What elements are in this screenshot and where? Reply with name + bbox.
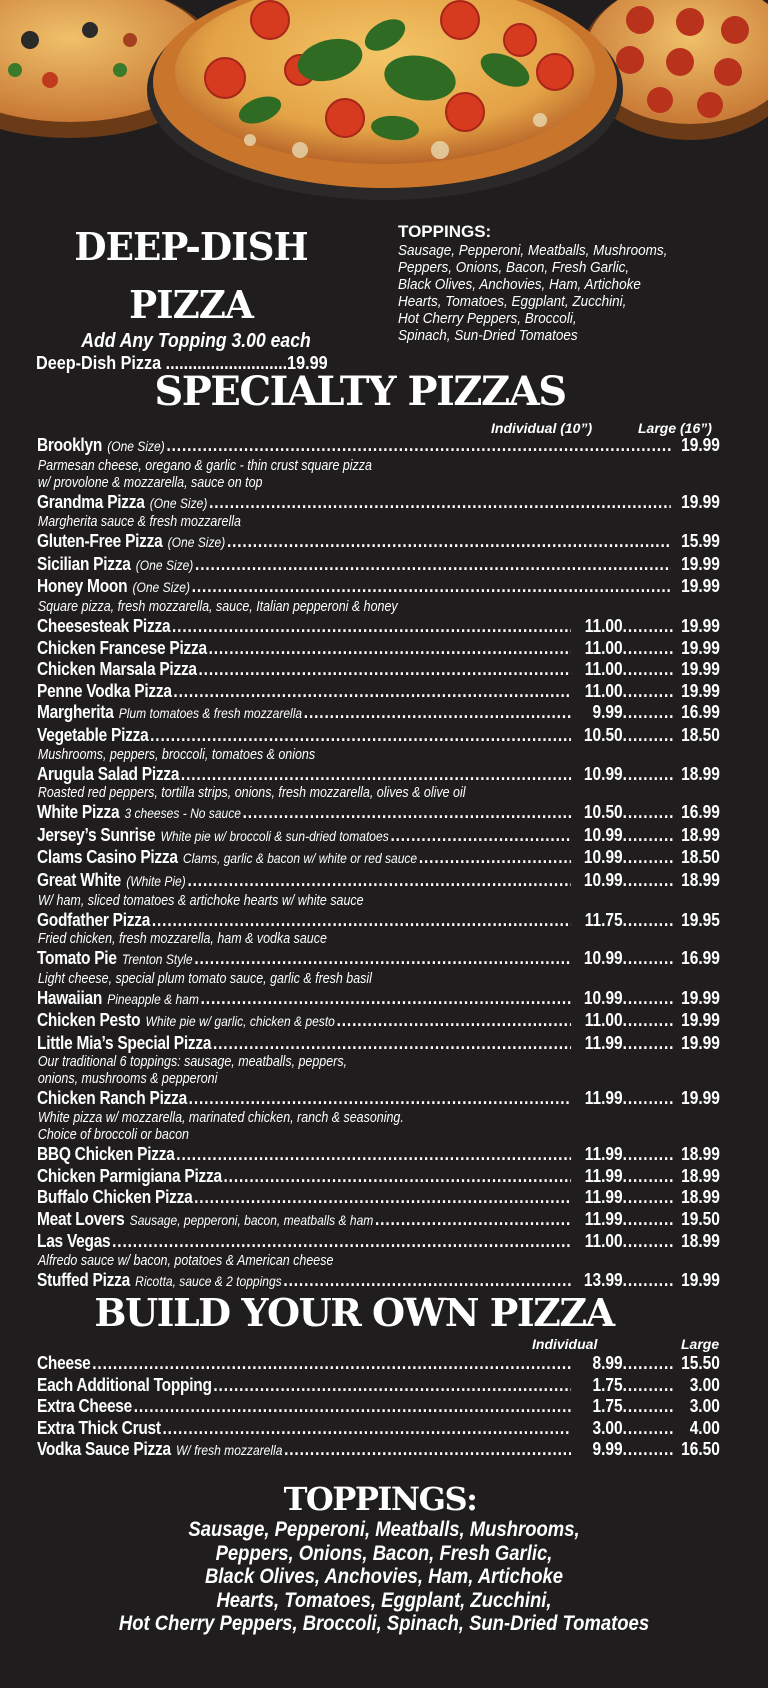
deep-dish-subtitle: Add Any Topping 3.00 each (81, 330, 311, 352)
dot-leader (623, 1396, 673, 1418)
price-individual: 11.99 (584, 1032, 623, 1053)
menu-item-description: Choice of broccoli or bacon (37, 1127, 189, 1144)
menu-item-note: Pineapple & ham (107, 990, 199, 1007)
menu-item (37, 870, 720, 910)
price-large: 19.99 (681, 1010, 720, 1031)
menu-item-note: 3 cheeses - No sauce (124, 805, 241, 822)
byo-items (37, 1353, 720, 1462)
menu-item-description: Margherita sauce & fresh mozzarella (37, 514, 241, 531)
menu-item-name: Godfather Pizza (37, 909, 151, 930)
menu-item (37, 1353, 720, 1375)
price-large: 19.99 (681, 1032, 720, 1053)
menu-item-row (37, 1418, 720, 1440)
menu-item-row (37, 847, 720, 870)
price-individual: 11.75 (584, 909, 623, 930)
menu-item-note: White pie w/ broccoli & sun-dried tomatoes (160, 827, 389, 844)
price-individual: 13.99 (583, 1270, 623, 1291)
menu-item-name: Cheese (37, 1353, 91, 1373)
specialty-col-large: Large (16”) (638, 420, 712, 436)
dot-leader (623, 1209, 673, 1231)
byo-col-large: Large (681, 1336, 720, 1352)
menu-item-name: Chicken Ranch Pizza (37, 1088, 187, 1109)
price-large: 19.95 (681, 909, 720, 930)
menu-item (37, 1231, 720, 1270)
menu-item-name: Las Vegas (37, 1231, 111, 1252)
specialty-menu-list (37, 435, 720, 1293)
dot-leader (623, 910, 673, 932)
menu-item (37, 616, 720, 638)
menu-item-description: Our traditional 6 toppings: sausage, meatballs, peppers, (37, 1054, 348, 1071)
price-individual: 11.00 (584, 637, 623, 658)
price-individual: 9.99 (592, 702, 623, 723)
menu-item-note: Sausage, pepperoni, bacon, meatballs & ham (129, 1211, 374, 1228)
dot-leader (172, 616, 571, 638)
price-large: 3.00 (689, 1396, 720, 1417)
dot-leader (163, 1418, 572, 1440)
menu-item-description: Light cheese, special plum tomato sauce, garlic & fresh basil (37, 970, 372, 987)
menu-item-row (37, 870, 720, 893)
dot-leader (623, 681, 673, 703)
menu-item-name: Chicken Parmigiana Pizza (37, 1165, 222, 1186)
menu-item (37, 702, 720, 725)
dot-leader (623, 1231, 673, 1253)
price-large: 19.99 (681, 615, 720, 636)
specialty-pizzas-title: SPECIALTY PIZZAS (154, 368, 566, 415)
price-large: 19.99 (681, 576, 720, 597)
menu-item-row (37, 1231, 720, 1253)
menu-item-name: Clams Casino Pizza (37, 847, 178, 868)
price-large: 16.99 (681, 802, 720, 823)
menu-item-name: Each Additional Topping (37, 1374, 212, 1395)
price-individual: 11.99 (584, 1208, 623, 1229)
menu-item-name: Chicken Francese Pizza (37, 637, 207, 658)
menu-item-note: W/ fresh mozzarella (176, 1442, 283, 1459)
toppings-top-line: Hearts, Tomatoes, Eggplant, Zucchini, (398, 293, 627, 310)
price-large: 15.99 (681, 531, 720, 552)
menu-item-name: Hawaiian (37, 987, 103, 1008)
menu-item-note: Plum tomatoes & fresh mozzarella (118, 705, 303, 722)
price-individual: 10.99 (583, 869, 623, 890)
dot-leader (243, 802, 571, 824)
menu-item-name: Vegetable Pizza (37, 724, 149, 745)
menu-item-name: White Pizza (37, 802, 120, 823)
menu-item-row (37, 554, 720, 577)
menu-item-row (37, 948, 720, 971)
toppings-top-title: TOPPINGS: (398, 222, 492, 241)
menu-item-name: Brooklyn (37, 435, 103, 455)
menu-item-note: Trenton Style (121, 951, 193, 968)
pizza-illustration (0, 0, 768, 200)
dot-leader (623, 1353, 673, 1375)
byo-menu-list (37, 1353, 720, 1462)
dot-leader (623, 1166, 673, 1188)
price-individual: 10.99 (583, 987, 623, 1008)
menu-item-row (37, 725, 720, 747)
menu-item-note: (One Size) (107, 438, 165, 454)
menu-item-name: Tomato Pie (37, 948, 117, 969)
deep-dish-title-line1: DEEP-DISH (74, 224, 308, 269)
menu-item (37, 1418, 720, 1440)
menu-item (37, 1187, 720, 1209)
menu-item-name: Buffalo Chicken Pizza (37, 1187, 193, 1208)
menu-item (37, 1033, 720, 1089)
price-individual: 1.75 (592, 1374, 623, 1395)
menu-item-name: Margherita (37, 702, 114, 723)
dot-leader (199, 659, 572, 681)
price-large: 18.99 (681, 763, 720, 784)
price-large: 18.99 (681, 1187, 720, 1208)
price-large: 16.50 (681, 1439, 720, 1460)
deep-dish-section (36, 218, 366, 374)
price-large: 15.50 (681, 1353, 720, 1373)
price-large: 18.99 (681, 1144, 720, 1165)
menu-item-description: Parmesan cheese, oregano & garlic - thin crust square pizza (37, 457, 372, 474)
deep-dish-item-name: Deep-Dish Pizza ..... (36, 352, 287, 374)
dot-leader (173, 681, 571, 703)
price-large: 19.99 (681, 491, 720, 512)
menu-item-row (37, 825, 720, 848)
menu-item-note: (One Size) (135, 556, 194, 573)
menu-item-row (37, 576, 720, 599)
dot-leader (112, 1231, 571, 1253)
menu-item-row (37, 1166, 720, 1188)
dot-leader (623, 1033, 673, 1055)
menu-item-name: Honey Moon (37, 576, 128, 597)
toppings-top-line: Black Olives, Anchovies, Ham, Artichoke (398, 276, 641, 293)
price-individual: 11.00 (584, 615, 623, 636)
dot-leader (152, 910, 571, 932)
menu-item-name: Sicilian Pizza (37, 553, 131, 574)
menu-item (37, 1209, 720, 1232)
price-individual: 3.00 (592, 1417, 623, 1438)
menu-item-row (37, 1439, 720, 1462)
menu-item (37, 492, 720, 532)
menu-item (37, 659, 720, 681)
deep-dish-item-price: 19.99 (287, 353, 328, 373)
menu-item-row (37, 659, 720, 681)
toppings-list-bottom (0, 1518, 768, 1636)
toppings-bottom-line: Peppers, Onions, Bacon, Fresh Garlic, (215, 1541, 553, 1565)
menu-item-note: Clams, garlic & bacon w/ white or red sauce (182, 850, 418, 867)
menu-item-row (37, 531, 720, 554)
menu-item-row (37, 1209, 720, 1232)
menu-item-row (37, 802, 720, 825)
menu-item-description: Square pizza, fresh mozzarella, sauce, Italian pepperoni & honey (37, 598, 398, 615)
dot-leader (224, 1166, 572, 1188)
menu-item-name: BBQ Chicken Pizza (37, 1144, 175, 1165)
toppings-top-line: Sausage, Pepperoni, Meatballs, Mushrooms, (398, 242, 668, 259)
menu-item (37, 435, 720, 492)
menu-item-name: Jersey’s Sunrise (37, 824, 156, 845)
menu-item-row (37, 492, 720, 515)
price-individual: 8.99 (592, 1353, 623, 1373)
dot-leader (623, 1270, 673, 1292)
menu-item (37, 725, 720, 764)
menu-item-note: (One Size) (132, 579, 191, 596)
price-individual: 10.99 (583, 847, 623, 868)
price-individual: 10.99 (583, 763, 623, 784)
dot-leader (623, 1144, 673, 1166)
menu-item-row (37, 1187, 720, 1209)
menu-item-name: Vodka Sauce Pizza (37, 1439, 171, 1460)
price-large: 19.99 (681, 435, 720, 455)
dot-leader (623, 725, 673, 747)
dot-leader (92, 1353, 571, 1375)
menu-item-name: Gluten-Free Pizza (37, 531, 163, 552)
menu-item (37, 576, 720, 616)
menu-item-description: Alfredo sauce w/ bacon, potatoes & American cheese (37, 1253, 334, 1270)
price-individual: 11.99 (584, 1088, 623, 1109)
menu-item-name: Grandma Pizza (37, 491, 145, 512)
dot-leader (623, 1010, 673, 1032)
dot-leader (304, 702, 571, 724)
menu-item-note: (One Size) (149, 494, 208, 511)
dot-leader (419, 847, 571, 869)
price-individual: 10.99 (583, 948, 623, 969)
price-large: 18.99 (681, 869, 720, 890)
byo-col-individual: Individual (532, 1336, 598, 1352)
menu-item-description: Fried chicken, fresh mozzarella, ham & vodka sauce (37, 931, 327, 948)
menu-item (37, 1144, 720, 1166)
menu-item (37, 531, 720, 554)
dot-leader (150, 725, 571, 747)
dot-leader (390, 825, 571, 847)
dot-leader (176, 1144, 571, 1166)
dot-leader (623, 948, 673, 970)
menu-item-description: Mushrooms, peppers, broccoli, tomatoes & onions (37, 746, 316, 763)
menu-item (37, 1166, 720, 1188)
menu-item-name: Stuffed Pizza (37, 1270, 130, 1291)
menu-item-note: (White Pie) (126, 872, 186, 889)
menu-item-row (37, 764, 720, 786)
toppings-bottom-line: Black Olives, Anchovies, Ham, Artichoke (204, 1565, 564, 1588)
menu-item-row (37, 435, 720, 458)
price-individual: 11.00 (584, 659, 623, 680)
price-individual: 1.75 (592, 1396, 623, 1417)
dot-leader (623, 847, 673, 869)
dot-leader (623, 1375, 673, 1397)
menu-item (37, 681, 720, 703)
toppings-bottom-line: Sausage, Pepperoni, Meatballs, Mushrooms, (188, 1518, 580, 1541)
menu-item-name: Extra Thick Crust (37, 1417, 161, 1438)
dot-leader (623, 1418, 673, 1440)
menu-item-name: Great White (37, 869, 122, 890)
hero-pizza-image (0, 0, 768, 200)
menu-item-name: Chicken Pesto (37, 1010, 141, 1031)
dot-leader (166, 435, 670, 457)
dot-leader (134, 1396, 571, 1418)
price-large: 18.50 (681, 847, 720, 868)
price-individual: 11.00 (584, 1231, 623, 1252)
dot-leader (623, 616, 673, 638)
menu-item-description: w/ provolone & mozzarella, sauce on top (37, 474, 263, 491)
menu-item (37, 948, 720, 988)
price-large: 19.99 (681, 987, 720, 1008)
toppings-list-top (398, 222, 738, 344)
dot-leader (375, 1209, 571, 1231)
price-large: 18.50 (681, 724, 720, 745)
menu-item-row (37, 1033, 720, 1055)
dot-leader (201, 988, 571, 1010)
price-large: 4.00 (689, 1417, 720, 1438)
dot-leader (189, 1088, 571, 1110)
dot-leader (284, 1439, 571, 1461)
price-individual: 11.99 (584, 1187, 623, 1208)
menu-item-name: Arugula Salad Pizza (37, 763, 180, 784)
menu-item-row (37, 681, 720, 703)
price-large: 18.99 (681, 824, 720, 845)
menu-item-name: Cheesesteak Pizza (37, 615, 171, 636)
price-large: 16.99 (681, 702, 720, 723)
dot-leader (337, 1010, 571, 1032)
menu-item-row (37, 910, 720, 932)
menu-item (37, 825, 720, 848)
price-individual: 10.99 (583, 824, 623, 845)
menu-item (37, 764, 720, 803)
menu-item-description: onions, mushrooms & pepperoni (37, 1071, 218, 1088)
menu-item (37, 1010, 720, 1033)
menu-item-row (37, 988, 720, 1011)
toppings-top-line: Peppers, Onions, Bacon, Fresh Garlic, (398, 259, 630, 276)
price-large: 19.99 (681, 1088, 720, 1109)
dot-leader (213, 1375, 571, 1397)
menu-item-description: W/ ham, sliced tomatoes & artichoke hearts w/ white sauce (37, 892, 364, 909)
menu-item-row (37, 702, 720, 725)
menu-item-row (37, 1010, 720, 1033)
price-individual: 10.50 (583, 724, 623, 745)
toppings-top-line: Hot Cherry Peppers, Broccoli, (398, 310, 577, 327)
dot-leader (623, 1088, 673, 1110)
dot-leader (623, 870, 673, 892)
menu-item-name: Penne Vodka Pizza (37, 680, 172, 701)
dot-leader (194, 1187, 571, 1209)
specialty-items (37, 435, 720, 1293)
menu-item (37, 1088, 720, 1144)
menu-item (37, 802, 720, 825)
price-large: 19.99 (681, 1270, 720, 1291)
dot-leader (213, 1033, 571, 1055)
price-large: 19.50 (681, 1208, 720, 1229)
dot-leader (192, 576, 671, 598)
dot-leader (283, 1270, 571, 1292)
price-large: 18.99 (681, 1165, 720, 1186)
menu-item-description: Roasted red peppers, tortilla strips, onions, fresh mozzarella, olives & olive oil (37, 785, 466, 802)
menu-item-name: Little Mia’s Special Pizza (37, 1032, 212, 1053)
menu-item (37, 554, 720, 577)
menu-item-note: White pie w/ garlic, chicken & pesto (145, 1013, 335, 1030)
menu-item-row (37, 1088, 720, 1110)
price-large: 16.99 (681, 948, 720, 969)
price-large: 19.99 (681, 553, 720, 574)
deep-dish-title-line2: PIZZA (129, 282, 253, 327)
menu-item-name: Meat Lovers (37, 1208, 125, 1229)
build-your-own-title: BUILD YOUR OWN PIZZA (94, 1290, 614, 1335)
dot-leader (623, 825, 673, 847)
price-individual: 10.50 (583, 802, 623, 823)
price-large: 3.00 (689, 1374, 720, 1395)
price-individual: 11.00 (584, 1010, 623, 1031)
menu-item-description: White pizza w/ mozzarella, marinated chicken, ranch & seasoning. (37, 1110, 404, 1127)
price-individual: 11.99 (584, 1144, 623, 1165)
menu-item (37, 910, 720, 949)
price-individual: 11.99 (584, 1165, 623, 1186)
dot-leader (623, 764, 673, 786)
menu-item-row (37, 1396, 720, 1418)
dot-leader (209, 492, 671, 514)
dot-leader (181, 764, 571, 786)
toppings-bottom-title: TOPPINGS: (283, 1480, 477, 1518)
toppings-top-body (398, 242, 731, 344)
dot-leader (623, 1187, 673, 1209)
dot-leader (623, 638, 673, 660)
menu-item (37, 1439, 720, 1462)
price-individual: 9.99 (592, 1439, 623, 1460)
specialty-col-individual: Individual (10”) (491, 420, 593, 436)
menu-item (37, 1375, 720, 1397)
menu-item-name: Chicken Marsala Pizza (37, 659, 197, 680)
dot-leader (227, 531, 671, 553)
dot-leader (623, 659, 673, 681)
toppings-bottom-line: Hot Cherry Peppers, Broccoli, Spinach, Sun-Dried Tomatoes (118, 1612, 650, 1635)
menu-item (37, 638, 720, 660)
menu-item-row (37, 1144, 720, 1166)
price-large: 19.99 (681, 637, 720, 658)
menu-item-row (37, 638, 720, 660)
dot-leader (623, 802, 673, 824)
menu-item (37, 988, 720, 1011)
dot-leader (623, 1439, 673, 1461)
menu-item (37, 847, 720, 870)
price-large: 19.99 (681, 659, 720, 680)
menu-item-row (37, 1375, 720, 1397)
menu-item-name: Extra Cheese (37, 1396, 133, 1417)
dot-leader (187, 870, 571, 892)
menu-item-note: Ricotta, sauce & 2 toppings (135, 1273, 282, 1290)
dot-leader (623, 988, 673, 1010)
price-individual: 11.00 (584, 680, 623, 701)
menu-item (37, 1396, 720, 1418)
menu-item-note: (One Size) (167, 534, 226, 551)
dot-leader (194, 948, 571, 970)
price-large: 19.99 (681, 680, 720, 701)
dot-leader (195, 554, 671, 576)
toppings-top-line: Spinach, Sun-Dried Tomatoes (398, 327, 578, 344)
dot-leader (209, 638, 571, 660)
toppings-bottom-line: Hearts, Tomatoes, Eggplant, Zucchini, (216, 1588, 552, 1612)
menu-item-row (37, 1353, 720, 1375)
menu-item-row (37, 616, 720, 638)
dot-leader (623, 702, 673, 724)
price-large: 18.99 (681, 1231, 720, 1252)
